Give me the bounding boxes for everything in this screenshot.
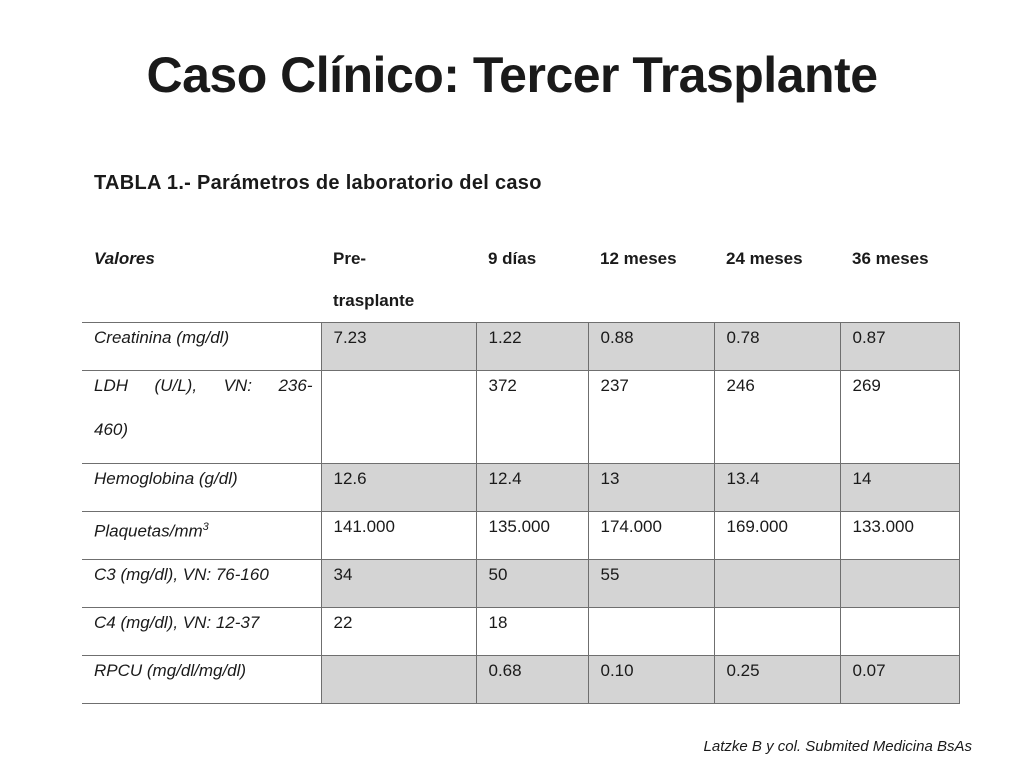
table-row-ldh — [82, 371, 959, 464]
row-label: C4 (mg/dl), VN: 12-37 — [82, 608, 321, 656]
cell-pre — [321, 371, 476, 464]
cell-12-months: 0.88 — [588, 323, 714, 371]
header-12-months: 12 meses — [600, 249, 677, 268]
cell-24-months — [714, 560, 840, 608]
cell-pre: 34 — [321, 560, 476, 608]
row-label: Hemoglobina (g/dl) — [82, 464, 321, 512]
cell-12-months: 237 — [588, 371, 714, 464]
cell-pre — [321, 656, 476, 704]
cell-9-days: 18 — [476, 608, 588, 656]
row-label: C3 (mg/dl), VN: 76-160 — [82, 560, 321, 608]
table-row-c3 — [82, 560, 959, 608]
cell-9-days: 12.4 — [476, 464, 588, 512]
row-label: Creatinina (mg/dl) — [82, 323, 321, 371]
cell-12-months: 0.10 — [588, 656, 714, 704]
cell-36-months: 14 — [840, 464, 959, 512]
cell-36-months — [840, 560, 959, 608]
cell-12-months — [588, 608, 714, 656]
header-36-months: 36 meses — [852, 249, 929, 268]
cell-12-months: 174.000 — [588, 512, 714, 560]
cell-36-months: 0.07 — [840, 656, 959, 704]
cell-9-days: 0.68 — [476, 656, 588, 704]
ldh-label-part: VN: — [223, 376, 252, 395]
row-label: RPCU (mg/dl/mg/dl) — [82, 656, 321, 704]
header-24-months: 24 meses — [726, 249, 803, 268]
plaquetas-label: Plaquetas/mm — [94, 521, 203, 541]
cell-pre: 12.6 — [321, 464, 476, 512]
lab-parameters-table — [82, 238, 960, 704]
cell-12-months: 55 — [588, 560, 714, 608]
header-9-days: 9 días — [488, 249, 537, 268]
table-row-plaquetas — [82, 512, 959, 560]
slide-title: Caso Clínico: Tercer Trasplante — [146, 47, 878, 103]
cell-24-months: 0.25 — [714, 656, 840, 704]
cell-36-months — [840, 608, 959, 656]
plaquetas-superscript: 3 — [202, 521, 209, 533]
header-row — [82, 238, 959, 323]
cell-24-months: 13.4 — [714, 464, 840, 512]
footer-credit: Latzke B y col. Submited Medicina BsAs — [703, 738, 972, 755]
ldh-label-part: 236- — [278, 376, 313, 395]
header-pre-transplant — [321, 238, 476, 323]
cell-pre: 7.23 — [321, 323, 476, 371]
cell-12-months: 13 — [588, 464, 714, 512]
cell-9-days: 1.22 — [476, 323, 588, 371]
cell-pre: 141.000 — [321, 512, 476, 560]
row-label — [82, 512, 321, 560]
cell-36-months: 0.87 — [840, 323, 959, 371]
cell-36-months: 269 — [840, 371, 959, 464]
ldh-label-line1 — [94, 375, 313, 397]
ldh-label-line2: 460) — [94, 420, 129, 439]
table-caption: TABLA 1.- Parámetros de laboratorio del caso — [94, 172, 542, 194]
row-label — [82, 371, 321, 464]
cell-24-months: 246 — [714, 371, 840, 464]
cell-9-days: 372 — [476, 371, 588, 464]
cell-24-months: 169.000 — [714, 512, 840, 560]
table-row-c4 — [82, 608, 959, 656]
cell-24-months: 0.78 — [714, 323, 840, 371]
ldh-label-part: (U/L), — [154, 376, 198, 395]
table-row-creatinina — [82, 323, 959, 371]
cell-36-months: 133.000 — [840, 512, 959, 560]
ldh-label-part: LDH — [94, 376, 129, 395]
header-pre-line2: trasplante — [333, 291, 415, 310]
cell-9-days: 50 — [476, 560, 588, 608]
cell-24-months — [714, 608, 840, 656]
table-row-rpcu — [82, 656, 959, 704]
header-values: Valores — [94, 249, 155, 268]
header-pre-line1: Pre- — [333, 249, 367, 268]
cell-9-days: 135.000 — [476, 512, 588, 560]
cell-pre: 22 — [321, 608, 476, 656]
table-row-hemoglobina — [82, 464, 959, 512]
